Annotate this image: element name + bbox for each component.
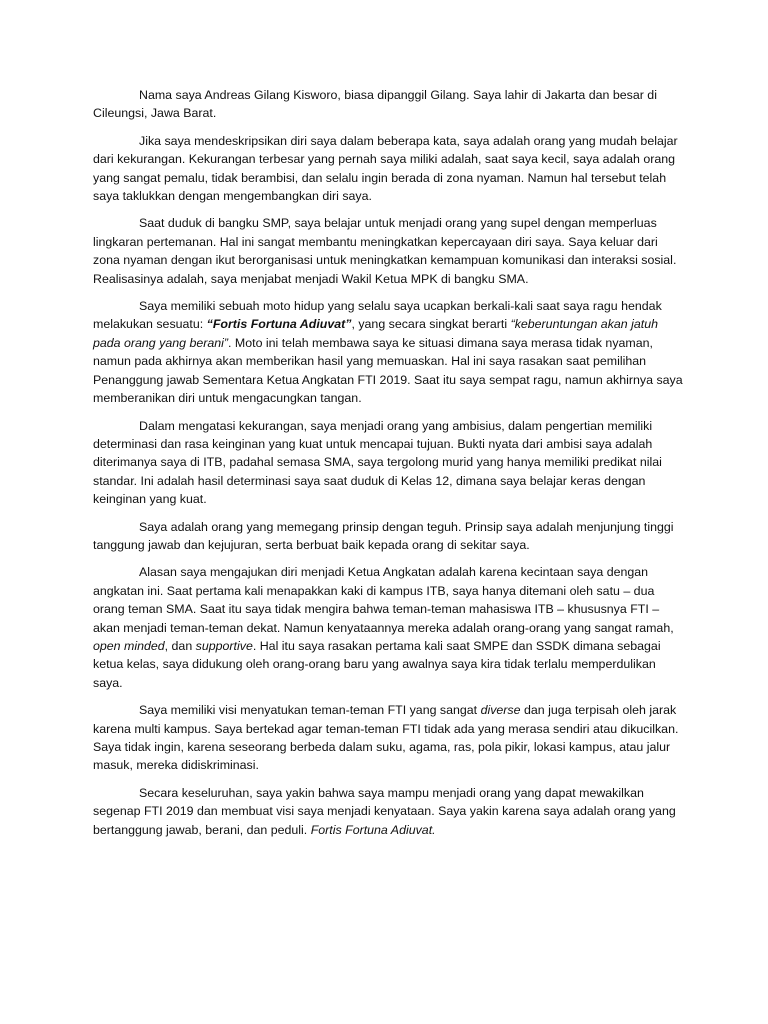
paragraph-text: . Hal itu saya rasakan pertama kali saat SMPE dan SSDK dimana sebagai ketua kelas, saya didukung oleh orang-orang baru yang awalnya saya kira tidak terlalu memperdulikan saya. xyxy=(93,638,661,690)
paragraph-ambition xyxy=(93,417,683,509)
paragraph-conclusion xyxy=(93,784,683,839)
paragraph-text: Jika saya mendeskripsikan diri saya dalam beberapa kata, saya adalah orang yang mudah belajar dari kekurangan. Kekurangan terbesar yang pernah saya miliki adalah, saat saya kecil, saya adalah orang yang sangat pemalu, tidak berambisi, dan selalu ingin berada di zona nyaman. Namun hal tersebut telah saya taklukkan dengan mengembangkan diri saya. xyxy=(93,133,678,204)
paragraph-text: , dan xyxy=(164,638,196,653)
paragraph-vision xyxy=(93,701,683,775)
paragraph-text: dan juga terpisah oleh jarak karena multi kampus. Saya bertekad agar teman-teman FTI tidak ada yang merasa sendiri atau dikucilkan. Saya tidak ingin, karena seseorang berbeda dalam suku, agama, ras, pola pikir, lokasi kampus, atau jalur masuk, mereka didiskriminasi. xyxy=(93,703,679,773)
paragraph-smp-sma xyxy=(93,214,683,288)
motto-meaning: “keberuntungan akan jatuh pada orang yang berani” xyxy=(93,317,658,350)
open-minded-text: open minded xyxy=(93,638,165,653)
paragraph-text: Alasan saya mengajukan diri menjadi Ketua Angkatan adalah karena kecintaan saya dengan angkatan ini. Saat pertama kali menapakkan kaki di kampus ITB, saya hanya ditemani oleh satu – dua orang teman SMA. Saat itu saya tidak mengira bahwa teman-teman mahasiswa ITB – khususnya FTI – akan menjadi teman-teman dekat. Namun kenyataannya mereka adalah orang-orang yang sangat ramah, xyxy=(93,565,674,635)
paragraph-text: Saat duduk di bangku SMP, saya belajar untuk menjadi orang yang supel dengan memperluas lingkaran pertemanan. Hal ini sangat membantu meningkatkan kepercayaan diri saya. Saya keluar dari zona nyaman dengan ikut berorganisasi untuk meningkatkan kemampuan komunikasi dan interaksi sosial. Realisasinya adalah, saya menjabat menjadi Wakil Ketua MPK di bangku SMA. xyxy=(93,216,677,286)
document-body xyxy=(93,86,683,848)
paragraph-self-description xyxy=(93,132,683,206)
paragraph-text: Saya adalah orang yang memegang prinsip dengan teguh. Prinsip saya adalah menjunjung tinggi tanggung jawab dan kejujuran, serta berbuat baik kepada orang di sekitar saya. xyxy=(93,519,674,552)
motto-text: “Fortis Fortuna Adiuvat” xyxy=(206,317,352,332)
paragraph-text: Secara keseluruhan, saya yakin bahwa saya mampu menjadi orang yang dapat mewakilkan segenap FTI 2019 dan membuat visi saya menjadi kenyataan. Saya yakin karena saya adalah orang yang bertanggung jawab, berani, dan peduli. xyxy=(93,785,676,837)
diverse-text: diverse xyxy=(480,703,521,718)
paragraph-text: Dalam mengatasi kekurangan, saya menjadi orang yang ambisius, dalam pengertian memiliki determinasi dan rasa keinginan yang kuat untuk mencapai tujuan. Bukti nyata dari ambisi saya adalah diterimanya saya di ITB, padahal semasa SMA, saya tergolong murid yang hanya memiliki predikat nilai standar. Ini adalah hasil determinasi saya saat duduk di Kelas 12, dimana saya belajar keras dengan keinginan yang kuat. xyxy=(93,418,662,507)
paragraph-text: , yang secara singkat berarti xyxy=(351,317,511,332)
paragraph-principle xyxy=(93,518,683,555)
paragraph-text: Saya memiliki visi menyatukan teman-teman FTI yang sangat xyxy=(139,703,481,718)
paragraph-text: . Moto ini telah membawa saya ke situasi dimana saya merasa tidak nyaman, namun pada akhirnya akan memberikan hasil yang memuaskan. Hal ini saya rasakan saat pemilihan Penanggung jawab Sementara Ketua Angkatan FTI 2019. Saat itu saya sempat ragu, namun akhirnya saya memberanikan diri untuk mengacungkan tangan. xyxy=(93,335,683,406)
paragraph-reason xyxy=(93,563,683,692)
paragraph-intro xyxy=(93,86,683,123)
paragraph-text: Saya memiliki sebuah moto hidup yang selalu saya ucapkan berkali-kali saat saya ragu hendak melakukan sesuatu: xyxy=(93,299,662,332)
closing-motto: Fortis Fortuna Adiuvat. xyxy=(310,822,436,837)
supportive-text: supportive xyxy=(195,638,253,653)
paragraph-motto xyxy=(93,297,683,407)
paragraph-text: Nama saya Andreas Gilang Kisworo, biasa dipanggil Gilang. Saya lahir di Jakarta dan besar di Cileungsi, Jawa Barat. xyxy=(93,88,657,121)
